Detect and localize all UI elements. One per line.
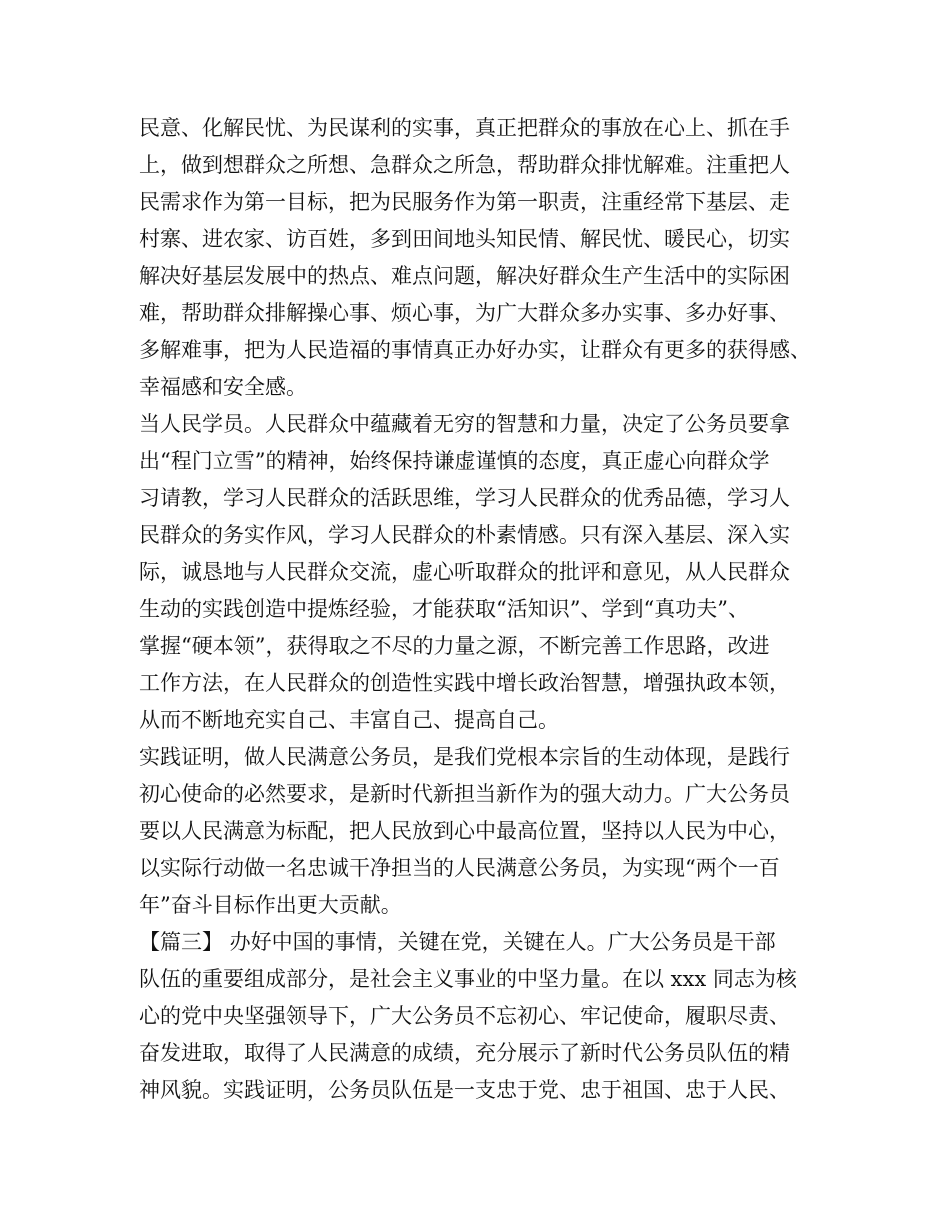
text-line: 要以人民满意为标配，把人民放到心中最高位置，坚持以人民为中心， [139, 819, 790, 843]
text-line: 队伍的重要组成部分，是社会主义事业的中坚力量。在以 xxx 同志为核 [139, 967, 797, 991]
text-line: 生动的实践创造中提炼经验，才能获取“活知识”、学到“真功夫”、 [139, 597, 749, 621]
text-line: 初心使命的必然要求，是新时代新担当新作为的强大动力。广大公务员 [139, 782, 790, 806]
text-line: 从而不断地充实自己、丰富自己、提高自己。 [139, 708, 559, 732]
text-line: 幸福感和安全感。 [139, 375, 307, 399]
text-line: 工作方法，在人民群众的创造性实践中增长政治智慧，增强执政本领， [139, 671, 790, 695]
text-line: 奋发进取，取得了人民满意的成绩，充分展示了新时代公务员队伍的精 [139, 1041, 790, 1065]
document-body [139, 110, 839, 1109]
text-line: 民群众的务实作风，学习人民群众的朴素情感。只有深入基层、深入实 [139, 523, 790, 547]
text-line: 习请教，学习人民群众的活跃思维，学习人民群众的优秀品德，学习人 [139, 486, 790, 510]
text-line: 村寨、进农家、访百姓，多到田间地头知民情、解民忧、暖民心，切实 [139, 227, 790, 251]
text-line: 心的党中央坚强领导下，广大公务员不忘初心、牢记使命，履职尽责、 [139, 1004, 790, 1028]
text-line: 上，做到想群众之所想、急群众之所急，帮助群众排忧解难。注重把人 [139, 153, 790, 177]
text-line: 多解难事，把为人民造福的事情真正办好办实，让群众有更多的获得感、 [139, 338, 811, 362]
text-line: 神风貌。实践证明，公务员队伍是一支忠于党、忠于祖国、忠于人民、 [139, 1078, 790, 1102]
text-line: 际，诚恳地与人民群众交流，虚心听取群众的批评和意见，从人民群众 [139, 560, 790, 584]
text-line: 难，帮助群众排解操心事、烦心事，为广大群众多办实事、多办好事、 [139, 301, 790, 325]
text-line: 实践证明，做人民满意公务员，是我们党根本宗旨的生动体现，是践行 [139, 745, 790, 769]
text-line: 民需求作为第一目标，把为民服务作为第一职责，注重经常下基层、走 [139, 190, 790, 214]
text-line: 以实际行动做一名忠诚干净担当的人民满意公务员，为实现“两个一百 [139, 856, 780, 880]
text-line: 年”奋斗目标作出更大贡献。 [139, 893, 402, 917]
text-line: 掌握“硬本领”，获得取之不尽的力量之源，不断完善工作思路，改进 [139, 634, 770, 658]
text-line: 【篇三】 办好中国的事情，关键在党，关键在人。广大公务员是干部 [139, 930, 776, 954]
text-line: 民意、化解民忧、为民谋利的实事，真正把群众的事放在心上、抓在手 [139, 116, 790, 140]
text-line: 出“程门立雪”的精神，始终保持谦虚谨慎的态度，真正虚心向群众学 [139, 449, 770, 473]
text-line: 当人民学员。人民群众中蕴藏着无穷的智慧和力量，决定了公务员要拿 [139, 412, 790, 436]
text-line: 解决好基层发展中的热点、难点问题，解决好群众生产生活中的实际困 [139, 264, 790, 288]
